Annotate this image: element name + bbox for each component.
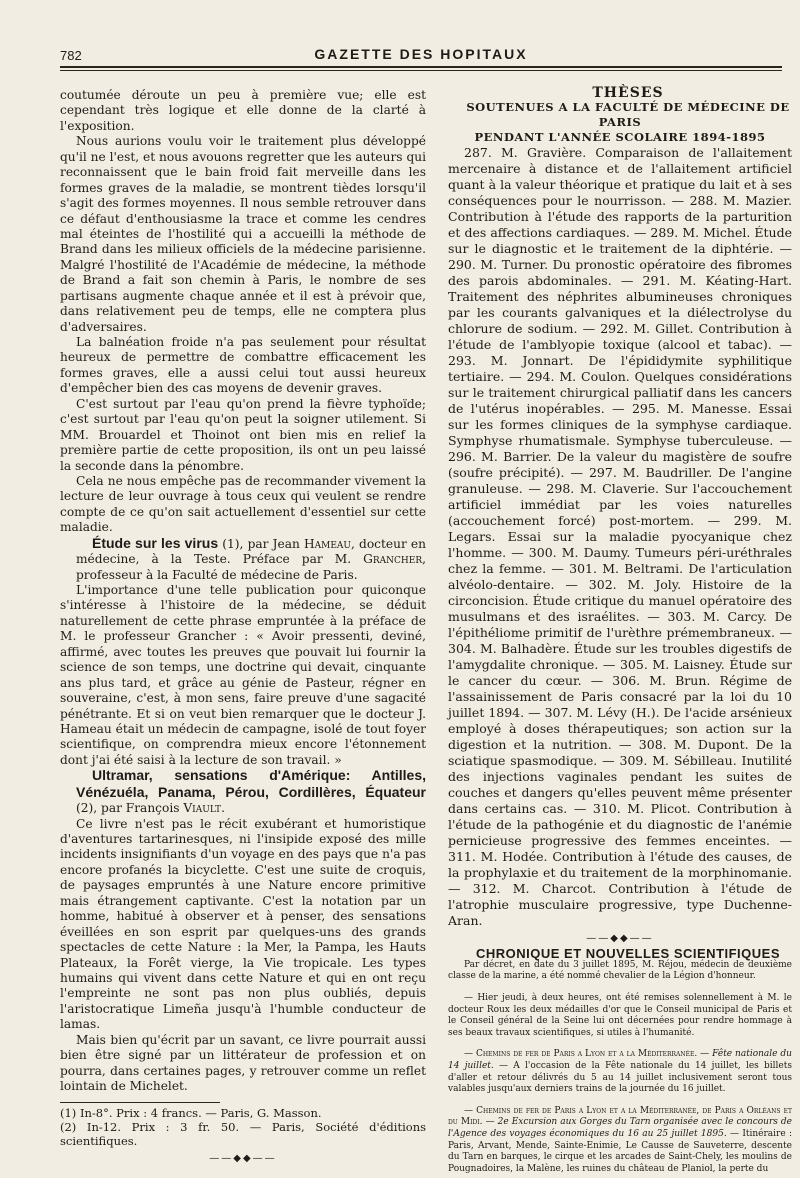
paragraph: coutumée déroute un peu à première vue; elle est cependant très logique et elle donne de la clarté à l'exposition. <box>60 88 426 133</box>
paragraph: C'est surtout par l'eau qu'on prend la fièvre typhoïde; c'est surtout par l'eau qu'on peut la soigner utilement. Si MM. Brouardel et Thoinot ont bien mis en relief la première partie de cette proposition, ils ont un peu laissé la seconde dans la pénombre. <box>60 396 426 473</box>
news-item-railway <box>448 1049 792 1095</box>
paragraph: La balnéation froide n'a pas seulement pour résultat heureux de permettre de combattre efficacement les formes graves, elle a aussi celui tout aussi heureux d'empêcher bien des cas moyens de devenir graves. <box>60 335 426 396</box>
book-title: Ultramar, sensations d'Amérique: Antilles, Vénézuéla, Panama, Pérou, Cordillères, Équateur <box>76 767 426 800</box>
right-column <box>448 85 793 1175</box>
entry-text: (2), par François <box>76 801 184 816</box>
news-italic: 2e Excursion aux Gorges du Tarn organisée avec le concours de l'Agence des voyages économiques du 16 au 25 juillet 1895 <box>448 1117 792 1139</box>
news-heading: Chemins de fer de Paris a Lyon et a la Méditerranée, de Paris a Orléans et du Midi <box>448 1105 792 1128</box>
book-title: Étude sur les virus <box>92 534 219 551</box>
news-text: . — A l'occasion de la Fête nationale du 14 juillet, les billets d'aller et retour délivrés du 5 au 14 juillet inclusivement seront tous valables jusqu'aux derniers trains de la journée du 16 juillet. <box>448 1060 792 1095</box>
paragraph: Ce livre n'est pas le récit exubérant et humoristique d'aventures tartarinesques, ni l'insipide exposé des mille incidents insignifiants d'un voyage en des pays que n'a pas encore profanés la bicyclette. C'est une suite de croquis, de paysages empruntés à une Nature encore primitive mais étrangement captivante. C'est la notation par un homme, habitué à observer et à penser, des sensations éveillées en son esprit par quelques-uns des grands spectacles de cette Nature : la Mer, la Pampa, les Hauts Plateaux, la Forêt vierge, la Vie tropicale. Les types humains qui vivent dans cette Nature et qui en ont reçu l'empreinte ne sont pas non plus oubliés, depuis l'aristocratique Limeña jusqu'à l'humble conducteur de lamas. <box>60 816 426 1032</box>
book-entry-heading <box>60 768 426 816</box>
header-rule-thin <box>60 70 782 71</box>
news-italic: Fête nationale du 14 juillet <box>448 1049 792 1071</box>
author-name: Viault <box>183 801 222 816</box>
paragraph: Cela ne nous empêche pas de recommander vivement la lecture de leur ouvrage à tous ceux qui veulent se rendre compte de ce qu'on sait actuellement d'essentiel sur cette maladie. <box>60 473 426 535</box>
news-heading: Chemins de fer de Paris a Lyon et a la Méditerranée <box>475 1049 695 1060</box>
theses-subtitle-line: PENDANT L'ANNÉE SCOLAIRE 1894-1895 <box>474 129 766 144</box>
news-text: . — <box>479 1117 498 1128</box>
entry-text: . <box>221 801 225 816</box>
news-item: — Hier jeudi, à deux heures, ont été remises solennellement à M. le docteur Roux les deux médailles d'or que le Conseil municipal de Paris et le Conseil général de la Seine lui ont décernées pour rendre hommage à ses beaux travaux scientifiques, si utiles à l'humanité. <box>448 992 792 1038</box>
news-text: . — <box>694 1049 713 1060</box>
book-entry-heading <box>60 536 426 583</box>
footnote-rule <box>60 1102 220 1103</box>
paragraph: Nous aurions voulu voir le traitement plus développé qu'il ne l'est, et nous avouons regretter que les auteurs qui reconnaissent que le bain froid fait merveille dans les formes graves de la maladie, se montrent tièdes lorsqu'il s'agit des formes moyennes. Il nous semble retrouver dans ce défaut d'enthousiasme la trace et comme les cendres mal éteintes de l'hostilité qui a accueilli la méthode de Brand dans les milieux officiels de la médecine parisienne. Malgré l'hostilité de l'Académie de médecine, la méthode de Brand a fait son chemin à Paris, le nombre de ses partisans augmente chaque année et il est à prévoir que, dans relativement peu de temps, elle ne comptera plus d'adversaires. <box>60 134 426 334</box>
entry-text: , docteur en médecine, à la Teste. Préface par M. <box>76 536 426 567</box>
news-item-railway <box>448 1106 792 1176</box>
ornament-divider: ——◆◆—— <box>209 1153 277 1165</box>
paragraph: Mais bien qu'écrit par un savant, ce livre pourrait aussi bien être signé par un littérateur de profession et on pourra, dans certaines pages, y retrouver comme un reflet lointain de Michelet. <box>60 1032 426 1093</box>
paragraph: L'importance d'une telle publication pour quiconque s'intéresse à l'histoire de la médecine, se déduit naturellement de cette phrase empruntée à la préface de M. le professeur Grancher : « Avoir pressenti, deviné, affirmé, avec toutes les preuves que pouvait lui fournir la science de son temps, une doctrine qui devait, cinquante ans plus tard, et grâce au génie de Pasteur, régner en souveraine, c'est, à mon sens, faire preuve d'une sagacité pénétrante. Et si on veut bien remarquer que le docteur J. Hameau était un médecin de campagne, isolé de tout foyer scientifique, on comprendra mieux encore l'étonnement dont j'ai été saisi à la lecture de son travail. » <box>60 583 426 767</box>
theses-title: THÈSES <box>592 85 664 101</box>
news-item: Par décret, en date du 3 juillet 1895, M. Réjou, médecin de deuxième classe de la marine, a été nommé chevalier de la Légion d'honneur. <box>448 959 792 982</box>
journal-title: GAZETTE DES HOPITAUX <box>314 46 528 62</box>
author-name: Hameau <box>304 536 351 551</box>
prefacer-name: Grancher <box>363 552 423 567</box>
chronique-title: CHRONIQUE ET NOUVELLES SCIENTIFIQUES <box>475 946 781 962</box>
footnote: (2) In-12. Prix : 3 fr. 50. — Paris, Société d'éditions scientifiques. <box>60 1120 426 1149</box>
news-text: . — Itinéraire : Paris, Arvant, Mende, Sainte-Enimie, Le Causse de Sauveterre, descente du Tarn en barques, le cirque et les arcades de Saint-Chely, les moulins de Pougnadoires, la Malène, les ruines du château de Planiol, la perte du <box>448 1128 793 1174</box>
ornament-divider: ——◆◆—— <box>586 932 654 944</box>
page-header <box>60 40 782 64</box>
header-rule <box>60 66 782 68</box>
theses-list: 287. M. Gravière. Comparaison de l'allaitement mercenaire à distance et de l'allaitement artificiel quant à la valeur théorique et pratique du lait et à ses conséquences pour le nourrisson. — 288. M. Mazier. Contribution à l'étude des rapports de la parturition et des affections cardiaques. — 289. M. Michel. Étude sur le diagnostic et le traitement de la diphtérie. — 290. M. Turner. Du pronostic opératoire des fibromes des parois abdominales. — 291. M. Kéating-Hart. Traitement des néphrites albumineuses chroniques par les courants galvaniques et la diélectrolyse du chlorure de sodium. — 292. M. Gillet. Contribution à l'étude de l'amblyopie toxique (alcool et tabac). — 293. M. Jonnart. De l'épididymite syphilitique tertiaire. — 294. M. Coulon. Quelques considérations sur le traitement chirurgical palliatif dans les cancers de l'utérus inopérables. — 295. M. Manesse. Essai sur les formes cliniques de la symphyse cardiaque. Symphyse rhumatismale. Symphyse tuberculeuse. — 296. M. Barrier. De la valeur du magistère de soufre (soufre précipité). — 297. M. Baudriller. De l'angine granuleuse. — 298. M. Claverie. Sur l'accouchement artificiel immédiat par les voies naturelles (accouchement forcé) post-mortem. — 299. M. Legars. Essai sur la maladie pyocyanique chez l'homme. — 300. M. Daumy. Tumeurs péri-uréthrales chez la femme. — 301. M. Beltrami. De l'articulation alvéolo-dentaire. — 302. M. Joly. Histoire de la circoncision. Étude critique du manuel opératoire des musulmans et des israélites. — 303. M. Carcy. De l'épithéliome primitif de l'urèthre prémembraneux. — 304. M. Balhadère. Étude sur les troubles digestifs de l'amygdalite chronique. — 305. M. Laisney. Étude sur le cancer du cœur. — 306. M. Brun. Régime de l'assainissement de Paris consacré par la loi du 10 juillet 1894. — 307. M. Lévy (H.). De l'acide arsénieux employé à doses thérapeutiques; son action sur la digestion et la nutrition. — 308. M. Dupont. De la sciatique spasmodique. — 309. M. Sébilleau. Inutilité des injections vaginales pendant les suites de couches et dangers qu'elles peuvent même présenter dans certains cas. — 310. M. Plicot. Contribution à l'étude de la pathogénie et du diagnostic de l'anémie pernicieuse progressive des femmes enceintes. — 311. M. Hodée. Contribution à l'étude des causes, de la prophylaxie et du traitement de la morphinomanie. — 312. M. Charcot. Contribution à l'étude de l'atrophie musculaire progressive, type Duchenne-Aran. <box>448 144 792 928</box>
entry-text: (1), par Jean <box>218 536 304 551</box>
entry-text: , professeur à la Faculté de médecine de Paris. <box>76 552 426 582</box>
left-column <box>60 88 426 1170</box>
news-text: — <box>464 1105 477 1116</box>
page-number: 782 <box>60 48 82 63</box>
footnotes <box>60 1102 426 1166</box>
news-text: — <box>464 1049 476 1060</box>
theses-subtitle-line: SOUTENUES A LA FACULTÉ DE MÉDECINE DE PARIS <box>466 99 790 129</box>
theses-subtitle <box>448 100 792 145</box>
footnote: (1) In-8°. Prix : 4 francs. — Paris, G. Masson. <box>60 1106 322 1121</box>
